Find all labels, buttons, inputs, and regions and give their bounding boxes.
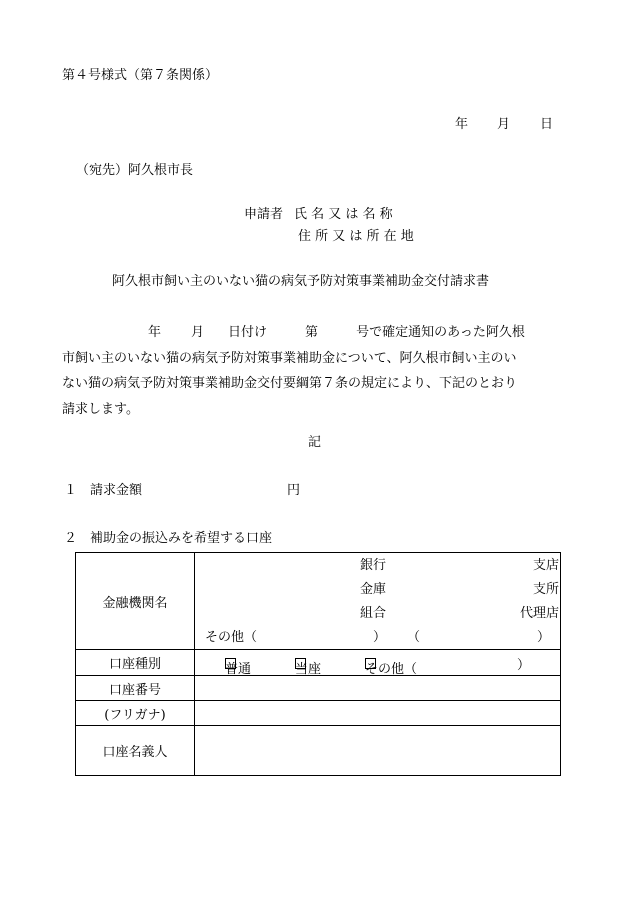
furigana-field[interactable] <box>195 701 561 726</box>
financial-institution-row <box>76 553 561 650</box>
body-year: 年 <box>148 325 162 340</box>
other-open-paren: （ <box>407 630 421 645</box>
account-type-other-text: その他（ <box>365 662 418 677</box>
request-body <box>62 320 570 422</box>
item1-unit: 円 <box>287 483 301 498</box>
account-holder-label: 口座名義人 <box>76 726 195 776</box>
shinkin-label: 金庫 <box>360 582 387 597</box>
applicant-address-label: 住 所 又 は 所 在 地 <box>298 229 414 244</box>
date-year: 年 <box>455 117 469 132</box>
ki-heading: 記 <box>308 435 322 450</box>
kumiai-label: 組合 <box>360 606 387 621</box>
branch-label: 支店 <box>533 558 560 573</box>
financial-institution-label: 金融機関名 <box>76 553 195 650</box>
body-line-2: 市飼い主のいない猫の病気予防対策事業補助金について、阿久根市飼い主のい <box>62 350 517 366</box>
applicant-name-label: 氏 名 又 は 名 称 <box>294 207 393 222</box>
body-line1-rest: 号で確定通知のあった阿久根 <box>356 325 525 340</box>
account-number-field[interactable] <box>195 676 561 701</box>
account-number-row <box>76 676 561 701</box>
item1-label: 請求金額 <box>90 483 143 498</box>
other-close-paren: ） <box>373 630 387 645</box>
account-type-close-paren: ） <box>517 658 531 673</box>
furigana-row <box>76 701 561 726</box>
bank-label: 銀行 <box>360 558 387 573</box>
date-day: 日 <box>540 117 554 132</box>
other-institution-label: その他（ <box>205 630 258 645</box>
account-number-label: 口座番号 <box>76 676 195 701</box>
body-month: 月 <box>191 325 205 340</box>
item1-number: １ <box>64 483 78 498</box>
futsuu-text: 普通 <box>225 662 252 677</box>
agency-label: 代理店 <box>520 606 560 621</box>
addressee: （宛先）阿久根市長 <box>76 163 194 178</box>
furigana-label: (フリガナ) <box>76 701 195 726</box>
body-line-4: 請求します。 <box>62 401 139 417</box>
bank-account-table <box>75 552 561 776</box>
form-number: 第４号様式（第７条関係） <box>62 68 219 83</box>
document-title: 阿久根市飼い主のいない猫の病気予防対策事業補助金交付請求書 <box>112 274 490 289</box>
other-close-paren-2: ） <box>537 630 551 645</box>
touza-text: 当座 <box>295 662 322 677</box>
account-type-field <box>195 650 561 676</box>
financial-institution-field[interactable] <box>195 553 561 650</box>
item2-label: 補助金の振込みを希望する口座 <box>90 531 273 546</box>
account-holder-field[interactable] <box>195 726 561 776</box>
branch-office-label: 支所 <box>533 582 560 597</box>
item2-number: ２ <box>64 531 78 546</box>
body-dated: 日付け <box>228 325 268 340</box>
account-type-row <box>76 650 561 676</box>
account-type-label: 口座種別 <box>76 650 195 676</box>
body-line-3: ない猫の病気予防対策事業補助金交付要綱第７条の規定により、下記のとおり <box>62 376 518 391</box>
applicant-label: 申請者 <box>244 207 284 222</box>
body-line-1 <box>62 320 570 346</box>
date-month: 月 <box>497 117 511 132</box>
account-holder-row <box>76 726 561 776</box>
body-no-prefix: 第 <box>305 325 319 340</box>
